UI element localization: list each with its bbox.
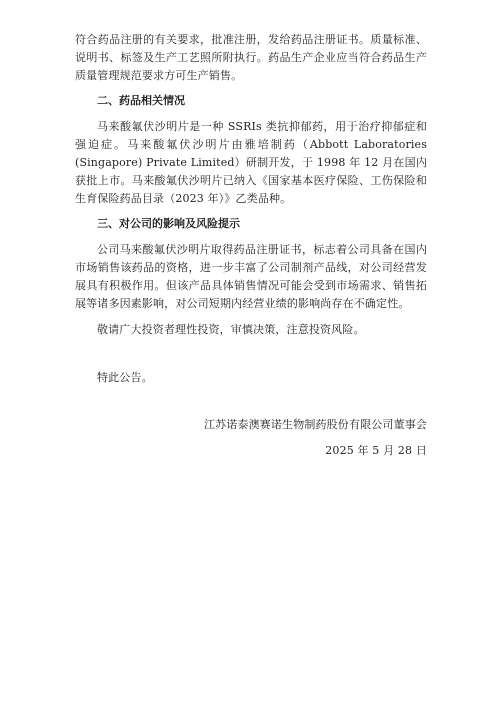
intro-continuation-paragraph: 符合药品注册的有关要求，批准注册，发给药品注册证书。质量标准、说明书、标签及生产工艺照所附执行。药品生产企业应当符合药品生产质量管理规范要求方可生产销售。 xyxy=(75,33,427,82)
signature-date: 2025 年 5 月 28 日 xyxy=(325,444,427,457)
document-body xyxy=(75,31,427,460)
section-3-heading: 三、对公司的影响及风险提示 xyxy=(97,217,240,230)
signature-company: 江苏诺泰澳赛诺生物制药股份有限公司董事会 xyxy=(204,418,427,431)
special-notice: 特此公告。 xyxy=(97,371,153,384)
section-2-paragraph: 马来酸氟伏沙明片是一种 SSRIs 类抗抑郁药，用于治疗抑郁症和强迫症。马来酸氟伏沙明片由雅培制药（Abbott Laboratories (Singapore) Private Limited）研制开发，于 1998 年 12 月在国内获批上市。马来酸氟伏沙明片已纳入《国家基本医疗保险、工伤保险和生育保险药品目录（2023 年）》乙类品种。 xyxy=(75,120,427,205)
section-2-heading: 二、药品相关情况 xyxy=(97,94,185,107)
section-3-paragraph: 公司马来酸氟伏沙明片取得药品注册证书，标志着公司具备在国内市场销售该药品的资格，进一步丰富了公司制剂产品线，对公司经营发展具有积极作用。但该产品具体销售情况可能会受到市场需求、销售拓展等诸多因素影响，对公司短期内经营业绩的影响尚存在不确定性。 xyxy=(75,243,427,310)
risk-reminder-paragraph: 敬请广大投资者理性投资，审慎决策，注意投资风险。 xyxy=(97,323,365,336)
